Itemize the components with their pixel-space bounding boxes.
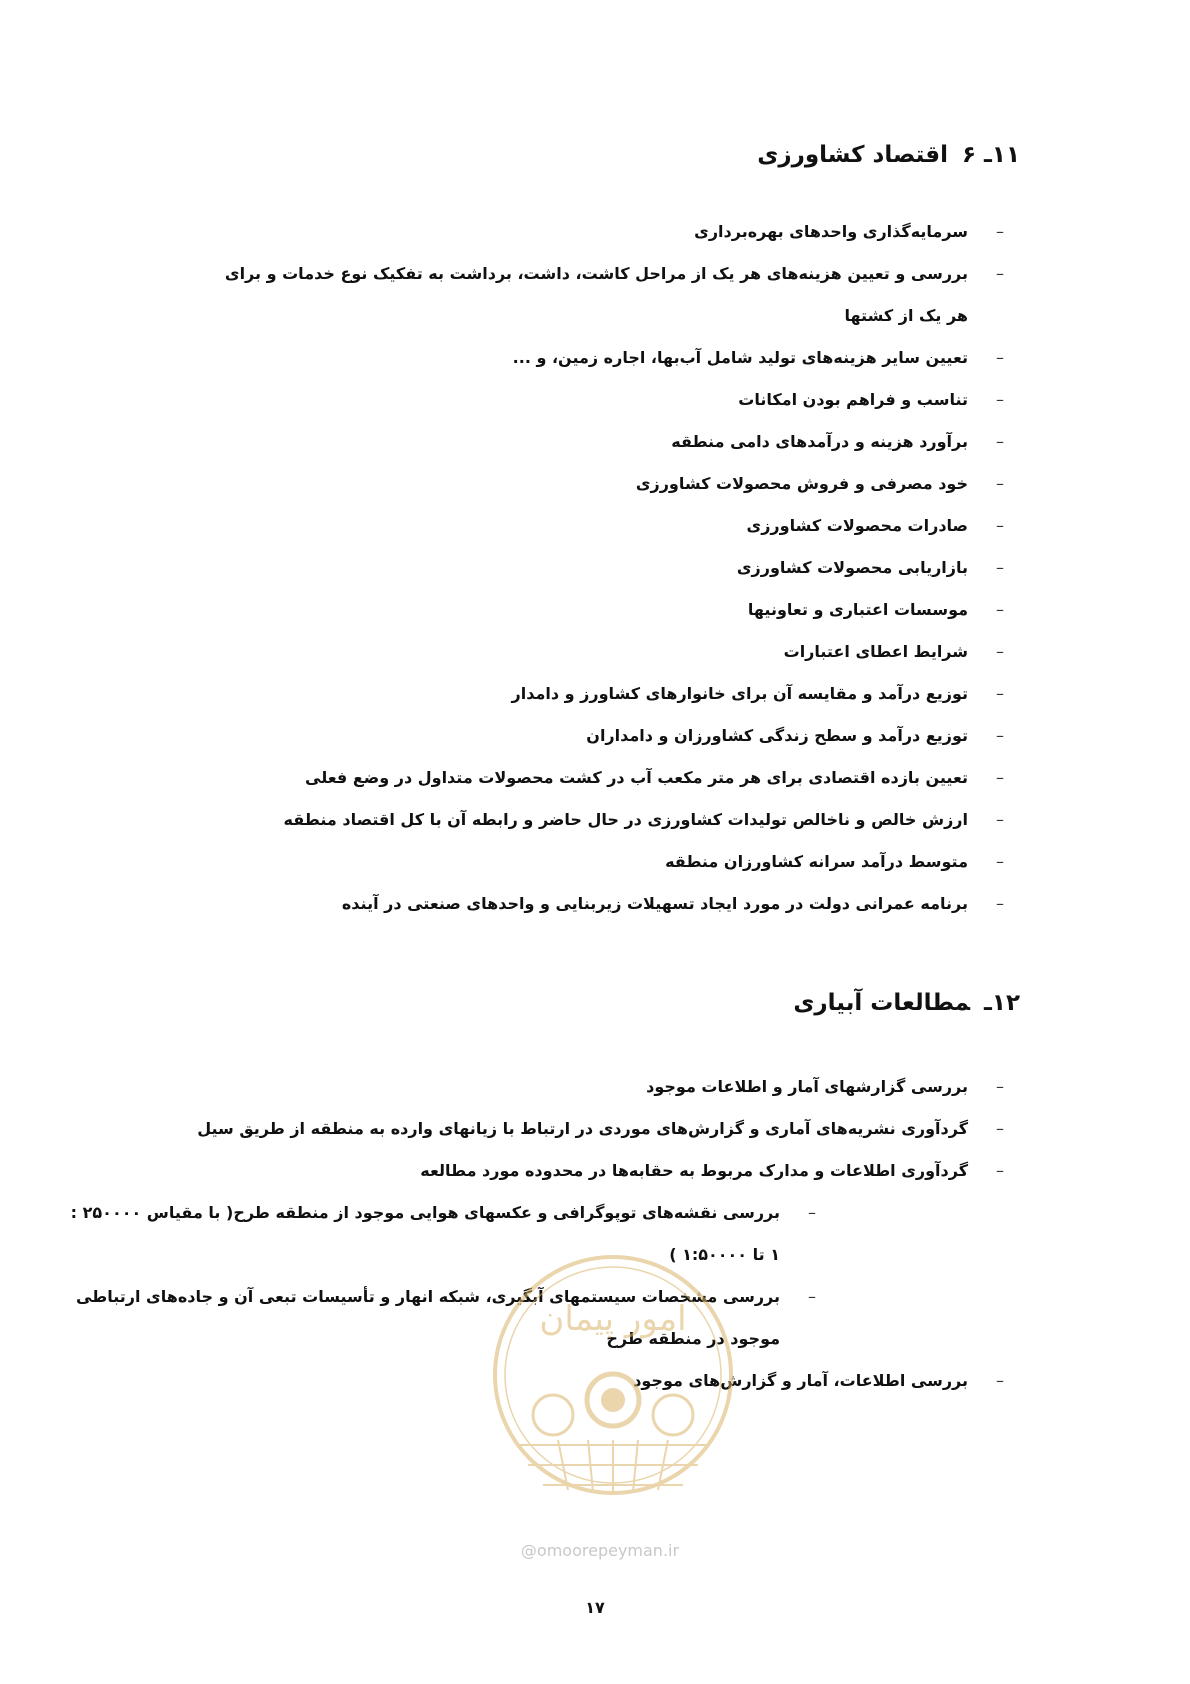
list-item: – گردآوری نشریه‌های آماری و گزارش‌های موردی در ارتباط با زیانهای وارده به منطقه از طریق سیل bbox=[60, 1108, 1010, 1150]
list-item: – برنامه عمرانی دولت در مورد ایجاد تسهیلات زیربنایی و واحدهای صنعتی در آینده bbox=[210, 883, 1010, 925]
section-11-title: اقتصاد کشاورزی bbox=[757, 142, 948, 168]
list-marker: – bbox=[996, 222, 1004, 241]
list-marker: – bbox=[996, 1119, 1004, 1138]
list-marker: – bbox=[996, 726, 1004, 745]
list-item: – گردآوری اطلاعات و مدارک مربوط به حقابه‌ها در محدوده مورد مطالعه bbox=[60, 1150, 1010, 1192]
list-item: – بررسی مشخصات سیستمهای آبگیری، شبکه انهار و تأسیسات تبعی آن و جاده‌های ارتباطی موجود در منطقه طرح bbox=[60, 1276, 822, 1360]
list-marker: – bbox=[996, 558, 1004, 577]
list-item: – صادرات محصولات کشاورزی bbox=[210, 505, 1010, 547]
list-marker: – bbox=[996, 1371, 1004, 1390]
list-item: – موسسات اعتباری و تعاونیها bbox=[210, 589, 1010, 631]
watermark-text: امور پیمان bbox=[539, 1299, 687, 1339]
list-item: – شرایط اعطای اعتبارات bbox=[210, 631, 1010, 673]
list-item: – بررسی گزارشهای آمار و اطلاعات موجود bbox=[60, 1066, 1010, 1108]
section-12-heading bbox=[793, 990, 1020, 1016]
list-item: – ارزش خالص و ناخالص تولیدات کشاورزی در حال حاضر و رابطه آن با کل اقتصاد منطقه bbox=[210, 799, 1010, 841]
list-item: – توزیع درآمد و سطح زندگی کشاورزان و دامداران bbox=[210, 715, 1010, 757]
list-marker: – bbox=[996, 810, 1004, 829]
list-item: – بررسی اطلاعات، آمار و گزارش‌های موجود bbox=[60, 1360, 1010, 1402]
list-item: – توزیع درآمد و مقایسه آن برای خانوارهای کشاورز و دامدار bbox=[210, 673, 1010, 715]
list-marker: – bbox=[808, 1287, 816, 1306]
list-item: – تعیین بازده اقتصادی برای هر متر مکعب آب در کشت محصولات متداول در وضع فعلی bbox=[210, 757, 1010, 799]
list-item: – تناسب و فراهم بودن امکانات bbox=[210, 379, 1010, 421]
section-11-list bbox=[210, 211, 1010, 925]
list-marker: – bbox=[996, 1077, 1004, 1096]
list-item: – بازاریابی محصولات کشاورزی bbox=[210, 547, 1010, 589]
watermark-logo bbox=[488, 1250, 738, 1560]
list-marker: – bbox=[996, 684, 1004, 703]
section-11-heading bbox=[757, 142, 1020, 168]
list-marker: – bbox=[996, 768, 1004, 787]
list-item: – بررسی نقشه‌های توپوگرافی و عکسهای هوایی موجود از منطقه طرح( با مقیاس ۲۵۰۰۰۰ : ۱ تا ۱:۵۰۰۰۰ ) bbox=[60, 1192, 822, 1276]
list-marker: – bbox=[808, 1203, 816, 1222]
list-marker: – bbox=[996, 600, 1004, 619]
list-marker: – bbox=[996, 516, 1004, 535]
list-item: – بررسی و تعیین هزینه‌های هر یک از مراحل کاشت، داشت، برداشت به تفکیک نوع خدمات و برای هر یک از کشتها bbox=[210, 253, 1010, 337]
list-item: – برآورد هزینه و درآمدهای دامی منطقه bbox=[210, 421, 1010, 463]
section-11-number: ۱۱ـ ۶ bbox=[962, 142, 1020, 168]
list-marker: – bbox=[996, 390, 1004, 409]
watermark-site: @omoorepeyman.ir bbox=[520, 1541, 680, 1560]
list-item: – سرمایه‌گذاری واحدهای بهره‌برداری bbox=[210, 211, 1010, 253]
list-item: – متوسط درآمد سرانه کشاورزان منطقه bbox=[210, 841, 1010, 883]
list-marker: – bbox=[996, 264, 1004, 283]
list-marker: – bbox=[996, 474, 1004, 493]
list-marker: – bbox=[996, 1161, 1004, 1180]
list-marker: – bbox=[996, 348, 1004, 367]
section-12-title: مطالعات آبیاری bbox=[793, 990, 971, 1016]
section-12-number: ۱۲ـ bbox=[984, 990, 1020, 1016]
list-marker: – bbox=[996, 852, 1004, 871]
list-marker: – bbox=[996, 642, 1004, 661]
list-marker: – bbox=[996, 432, 1004, 451]
page-number: ۱۷ bbox=[585, 1598, 605, 1617]
list-item: – خود مصرفی و فروش محصولات کشاورزی bbox=[210, 463, 1010, 505]
list-item: – تعیین سایر هزینه‌های تولید شامل آب‌بها، اجاره زمین، و ... bbox=[210, 337, 1010, 379]
list-marker: – bbox=[996, 894, 1004, 913]
